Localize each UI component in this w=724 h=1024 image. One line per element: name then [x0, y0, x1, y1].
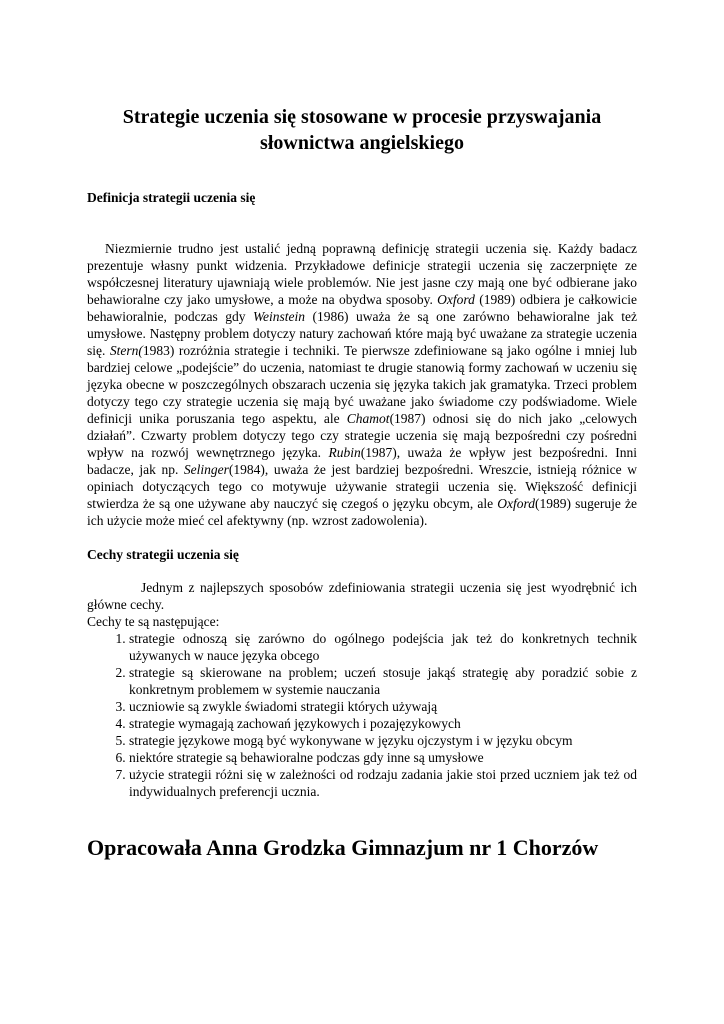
paragraph-text: (1989) sugeruje że ich użycie może mieć cel afektywny (np. wzrost zadowolenia).	[87, 496, 637, 528]
paragraph-text: (1987), uważa że wpływ jest bezpośredni. Inni badacze, jak np.	[87, 445, 637, 477]
author-signature: Opracowała Anna Grodzka Gimnazjum nr 1 Chorzów	[87, 835, 599, 860]
feature-item: 3. uczniowie są zwykle świadomi strategii których używają	[129, 698, 637, 715]
paragraph-text: Niezmiernie trudno jest ustalić jedną poprawną definicję strategii uczenia się. Każdy badacz prezentuje własny punkt widzenia. Przykładowe definicje strategii uczenia się zaczerpnięte ze współczesnej literatury ujawniają wiele problemów. Nie jest jasne czy mają one być odbierane jako behawioralne czy jako umysłowe, a może na obydwa sposoby.	[87, 241, 637, 307]
feature-item: 4. strategie wymagają zachowań językowych i pozajęzykowych	[129, 715, 637, 732]
author-citation: Stern(	[109, 343, 143, 358]
author-citation: Rubin	[328, 445, 361, 460]
feature-item: 2. strategie są skierowane na problem; uczeń stosuje jakąś strategię aby poradzić sobie z konkretnym problemem w systemie nauczania	[129, 664, 637, 698]
document-page	[87, 104, 637, 862]
paragraph-text: (1987) odnosi się do nich jako „celowych działań”. Czwarty problem dotyczy tego czy strategie uczenia się mają bezpośredni czy pośredni wpływ na rozwój wewnętrznego języka.	[87, 411, 637, 460]
feature-item: 7. użycie strategii różni się w zależności od rodzaju zadania jakie stoi przed uczniem jak też od indywidualnych preferencji ucznia.	[129, 766, 637, 800]
features-list	[87, 630, 637, 800]
author-citation: Oxford	[437, 292, 475, 307]
paragraph-text: (1986) uważa że są one zarówno behawioralne jak też umysłowe. Następny problem dotyczy natury zachowań które mają być uważane za strategie uczenia się.	[87, 309, 637, 358]
author-citation: Chamot	[346, 411, 390, 426]
paragraph-text: 1983) rozróżnia strategie i techniki. Te pierwsze zdefiniowane są jako ogólne i mniej lub bardziej celowe „podejście” do uczenia, natomiast te drugie stanowią formy zachowań w uczeniu się języka obecne w poszczególnych obszarach uczenia się języka takich jak gramatyka. Trzeci problem dotyczy tego czy strategie uczenia się mają być uważane jako świadome czy podświadome. Wiele definicji unika poruszania tego aspektu, ale	[87, 343, 637, 426]
author-citation: Weinstein	[253, 309, 306, 324]
paragraph-text: (1984), uważa że jest bardziej bezpośredni. Wreszcie, istnieją różnice w opiniach dotyczących tego co motywuje używanie strategii uczenia się. Większość definicji stwierdza że są one używane aby nauczyć się czegoś o języku obcym, ale	[87, 462, 637, 511]
section-heading-definition: Definicja strategii uczenia się	[87, 190, 256, 205]
features-lead: Cechy te są następujące:	[87, 614, 220, 629]
features-intro: Jednym z najlepszych sposobów zdefiniowania strategii uczenia się jest wyodrębnić ich główne cechy.	[87, 580, 637, 612]
feature-item: 5. strategie językowe mogą być wykonywane w języku ojczystym i w języku obcym	[129, 732, 637, 749]
document-title: Strategie uczenia się stosowane w procesie przyswajania słownictwa angielskiego	[122, 106, 602, 154]
definition-paragraph	[87, 240, 637, 529]
author-citation: Selinger	[183, 462, 229, 477]
paragraph-text: (1989) odbiera je całkowicie behawioralnie, podczas gdy	[87, 292, 637, 324]
author-citation: Oxford	[497, 496, 535, 511]
section-heading-features: Cechy strategii uczenia się	[87, 547, 239, 562]
feature-item: 1. strategie odnoszą się zarówno do ogólnego podejścia jak też do konkretnych technik używanych w nauce języka obcego	[129, 630, 637, 664]
feature-item: 6. niektóre strategie są behawioralne podczas gdy inne są umysłowe	[129, 749, 637, 766]
